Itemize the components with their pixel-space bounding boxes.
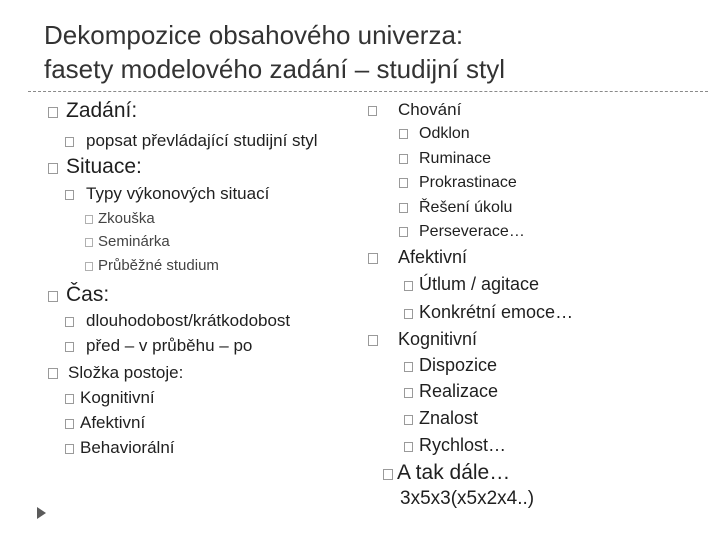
list-item-situace-1 xyxy=(85,233,170,250)
list-item-a-tak-dale xyxy=(383,461,510,485)
square-bullet-icon xyxy=(48,163,58,174)
list-item-slozka-2 xyxy=(65,438,175,458)
list-item-slozka-1 xyxy=(65,413,145,433)
item-label: Rychlost… xyxy=(419,435,507,455)
list-item-zadani xyxy=(48,99,137,123)
list-item-kognitivni-1 xyxy=(404,381,498,402)
list-item-kognitivni-0 xyxy=(404,355,497,376)
list-item-situace-sub xyxy=(65,184,269,204)
square-bullet-icon xyxy=(399,178,408,188)
square-bullet-icon xyxy=(404,388,413,398)
list-item-cas-0 xyxy=(65,311,290,331)
list-item-slozka-0 xyxy=(65,388,155,408)
square-bullet-icon xyxy=(368,253,378,264)
list-item-afektivni xyxy=(368,247,467,268)
square-bullet-icon xyxy=(404,309,413,319)
list-item-chovani-4 xyxy=(399,223,525,241)
list-item-slozka xyxy=(48,363,183,383)
square-bullet-icon xyxy=(65,317,74,327)
list-item-chovani-1 xyxy=(399,150,491,168)
square-bullet-icon xyxy=(404,415,413,425)
square-bullet-icon xyxy=(65,190,74,200)
item-label: Čas: xyxy=(66,283,110,306)
square-bullet-icon xyxy=(48,107,58,118)
square-bullet-icon xyxy=(85,238,93,247)
square-bullet-icon xyxy=(48,291,58,302)
item-label: Kognitivní xyxy=(398,329,478,349)
item-label: Průběžné studium xyxy=(98,257,219,274)
square-bullet-icon xyxy=(399,227,408,237)
formula-text: 3x5x3(x5x2x4..) xyxy=(400,488,535,509)
play-arrow-icon[interactable] xyxy=(37,507,46,519)
item-label: Chování xyxy=(398,100,462,119)
item-label: Ruminace xyxy=(419,150,492,167)
item-label: Prokrastinace xyxy=(419,174,517,191)
square-bullet-icon xyxy=(404,281,413,291)
list-item-situace xyxy=(48,155,142,179)
square-bullet-icon xyxy=(399,203,408,213)
item-label: Znalost xyxy=(419,408,479,428)
list-item-cas xyxy=(48,283,109,307)
list-item-zadani-sub xyxy=(65,131,318,151)
list-item-chovani-2 xyxy=(399,174,517,192)
item-label: Seminárka xyxy=(98,233,170,250)
list-item-chovani-0 xyxy=(399,125,470,143)
list-item-chovani-3 xyxy=(399,199,512,217)
item-label: Situace: xyxy=(66,155,142,178)
list-item-kognitivni-2 xyxy=(404,408,478,429)
title-line-1: Dekompozice obsahového univerza: xyxy=(44,20,464,50)
item-label: Útlum / agitace xyxy=(419,274,540,294)
item-label: dlouhodobost/krátkodobost xyxy=(86,311,291,330)
title-line-2: fasety modelového zadání – studijní styl xyxy=(44,54,506,84)
title-divider xyxy=(28,91,708,92)
item-label: Zkouška xyxy=(98,210,155,227)
square-bullet-icon xyxy=(65,444,74,454)
list-item-kognitivni-3 xyxy=(404,435,506,456)
square-bullet-icon xyxy=(65,419,74,429)
square-bullet-icon xyxy=(65,137,74,147)
item-label: Zadání: xyxy=(66,99,138,122)
item-label: před – v průběhu – po xyxy=(86,336,253,355)
item-label: Dispozice xyxy=(419,355,498,375)
item-label: Konkrétní emoce… xyxy=(419,302,574,322)
square-bullet-icon xyxy=(404,442,413,452)
item-label: popsat převládající studijní styl xyxy=(86,131,318,150)
list-item-chovani xyxy=(368,100,461,120)
square-bullet-icon xyxy=(383,469,393,480)
item-label: Řešení úkolu xyxy=(419,199,513,216)
item-label: Realizace xyxy=(419,381,499,401)
item-label: Složka postoje: xyxy=(68,363,184,382)
square-bullet-icon xyxy=(404,362,413,372)
list-item-afektivni-1 xyxy=(404,302,573,323)
square-bullet-icon xyxy=(368,106,377,116)
square-bullet-icon xyxy=(48,368,58,379)
item-label: Afektivní xyxy=(398,247,468,267)
square-bullet-icon xyxy=(399,154,408,164)
square-bullet-icon xyxy=(85,215,93,224)
square-bullet-icon xyxy=(399,129,408,139)
item-label: Typy výkonových situací xyxy=(86,184,270,203)
square-bullet-icon xyxy=(65,394,74,404)
square-bullet-icon xyxy=(368,335,378,346)
list-item-situace-0 xyxy=(85,210,155,227)
item-label: Perseverace… xyxy=(419,223,525,240)
list-item-afektivni-0 xyxy=(404,274,539,295)
item-label: Kognitivní xyxy=(80,388,155,407)
square-bullet-icon xyxy=(85,262,93,271)
list-item-situace-2 xyxy=(85,257,219,274)
item-label: A tak dále… xyxy=(397,461,511,484)
slide-title xyxy=(44,18,684,86)
list-item-kognitivni xyxy=(368,329,477,350)
square-bullet-icon xyxy=(65,342,74,352)
item-label: Behaviorální xyxy=(80,438,175,457)
item-label: Afektivní xyxy=(80,413,146,432)
item-label: Odklon xyxy=(419,125,470,142)
list-item-cas-1 xyxy=(65,336,252,356)
